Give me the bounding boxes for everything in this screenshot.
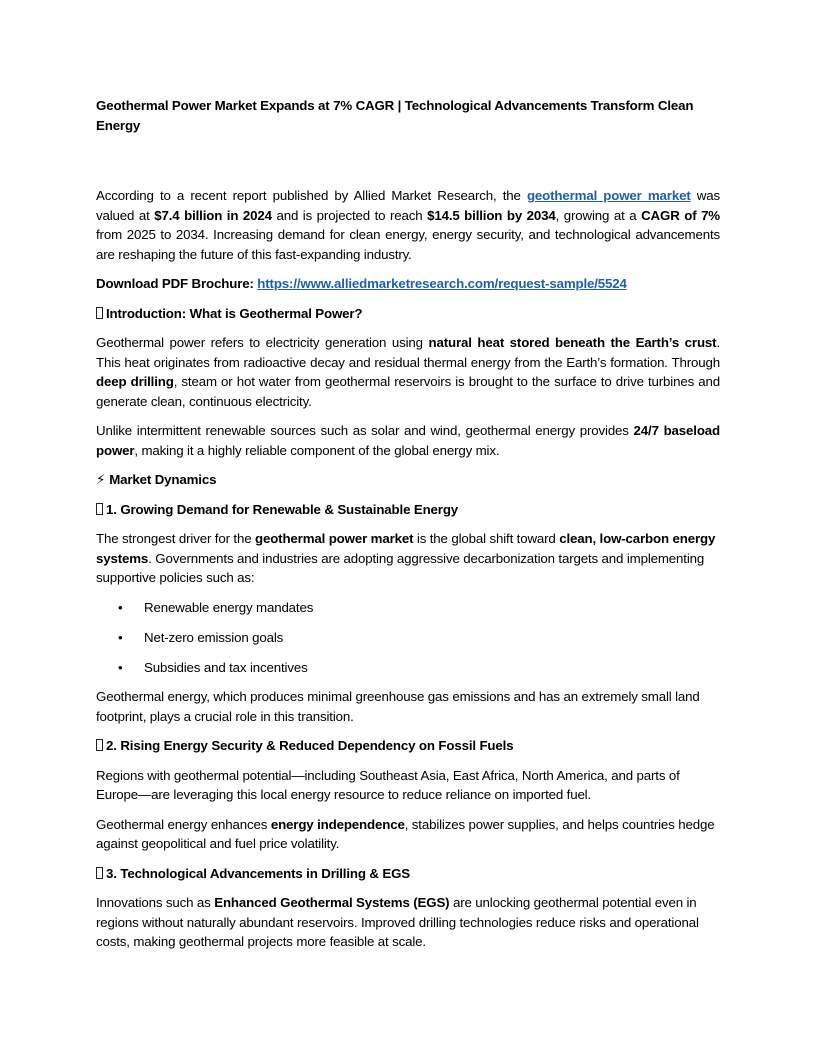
placeholder-glyph-icon [96,739,103,751]
heading-text: Introduction: What is Geothermal Power? [106,305,363,321]
text: . Governments and industries are adopting aggressive decarbonization targets and implementing supportive policies such as: [96,550,705,585]
text: , steam or hot water from geothermal reservoirs is brought to the surface to drive turbines and generate clean, continuous electricity. [96,374,720,409]
text: and is projected to reach [271,207,428,223]
text: Geothermal power refers to electricity generation using [96,335,429,350]
section-heading-introduction [96,304,720,324]
list-item [96,598,720,618]
subheading-driver-2 [96,736,720,756]
heading-text: 2. Rising Energy Security & Reduced Dependency on Fossil Fuels [106,738,514,753]
text: from 2025 to 2034. Increasing demand for clean energy, energy security, and technological advancements are reshaping the future of this fast-expanding industry. [96,227,720,262]
document-page [96,96,720,952]
placeholder-glyph-icon [96,307,103,319]
bold-value-2034: $14.5 billion by 2034 [427,207,556,223]
driver-2-paragraph-2 [96,815,720,854]
list-item-text: Renewable energy mandates [144,599,314,615]
geothermal-market-link[interactable]: geothermal power market [526,188,691,203]
bold-text: natural heat stored beneath the Earth’s crust [428,335,717,350]
text: , stabilizes power supplies, and helps countries hedge against geopolitical and fuel price volatility. [96,816,715,851]
bold-text: deep drilling [96,374,174,389]
placeholder-glyph-icon [96,867,103,879]
driver-2-paragraph-1: Regions with geothermal potential—including Southeast Asia, East Africa, North America, and parts of Europe—are leveraging this local energy resource to reduce reliance on imported fuel. [96,767,680,802]
intro-paragraph [96,186,720,264]
brochure-label: Download PDF Brochure: [96,276,258,291]
list-item [96,658,720,678]
placeholder-glyph-icon [96,503,103,515]
text: are unlocking geothermal potential even in regions without naturally abundant reservoirs. Improved drilling technologies reduce risks and operational costs, making geothermal projects more feasible at scale. [96,895,699,949]
text: Innovations such as [96,895,215,910]
heading-text: Market Dynamics [109,472,217,487]
bold-text: energy independence [270,816,405,832]
bullet-icon: • [118,629,123,645]
text: was valued at [96,188,720,223]
list-item-text: Net-zero emission goals [144,629,284,645]
bold-text: geothermal power market [254,531,414,546]
driver-3-paragraph [96,893,720,952]
driver-1-paragraph [96,529,720,588]
heading-text: 3. Technological Advancements in Drilling & EGS [106,865,411,881]
list-item [96,628,720,648]
brochure-link[interactable]: https://www.alliedmarketresearch.com/request-sample/5524 [257,276,627,291]
text: . This heat originates from radioactive decay and residual thermal energy from the Earth’s formation. Through [96,335,720,370]
driver-1-conclusion: Geothermal energy, which produces minimal greenhouse gas emissions and has an extremely small land footprint, plays a crucial role in this transition. [96,689,700,724]
bold-text: clean, low-carbon energy systems [96,531,716,566]
text: Geothermal energy enhances [96,816,271,832]
bold-cagr: CAGR of 7% [641,207,720,223]
text: , making it a highly reliable component of the global energy mix. [134,442,500,458]
policy-bullet-list [96,598,720,678]
text: According to a recent report published by Allied Market Research, the [96,188,527,203]
text: The strongest driver for the [96,531,255,546]
bold-value-2024: $7.4 billion in 2024 [154,207,272,223]
text: is the global shift toward [413,531,560,546]
intro-body-paragraph-2 [96,421,720,460]
lightning-bolt-icon: ⚡ [96,472,106,487]
document-title: Geothermal Power Market Expands at 7% CAGR | Technological Advancements Transform Clean Energy [96,98,694,133]
subheading-driver-3 [96,864,720,884]
bullet-icon: • [118,659,123,675]
heading-text: 1. Growing Demand for Renewable & Sustainable Energy [106,501,459,517]
brochure-line [96,274,720,294]
text: , growing at a [555,207,642,223]
bullet-icon: • [118,599,123,615]
section-heading-market-dynamics [96,470,720,490]
text: Unlike intermittent renewable sources such as solar and wind, geothermal energy provides [96,423,634,438]
subheading-driver-1 [96,500,720,520]
bold-text: Enhanced Geothermal Systems (EGS) [214,895,450,910]
bold-text: 24/7 baseload power [96,423,721,458]
list-item-text: Subsidies and tax incentives [144,659,308,675]
intro-body-paragraph-1 [96,333,720,411]
